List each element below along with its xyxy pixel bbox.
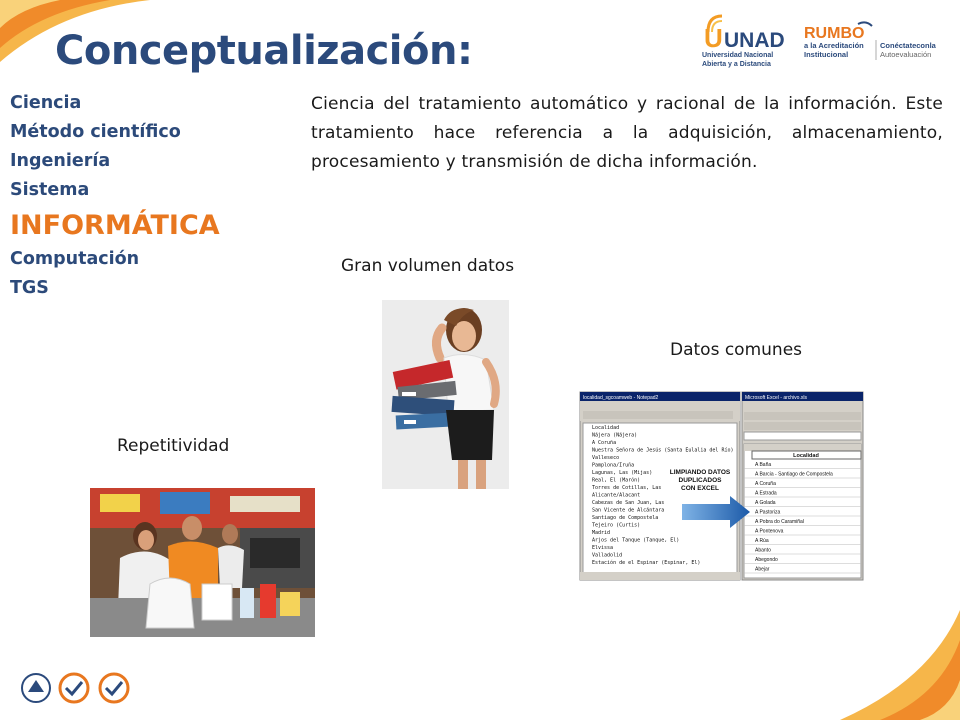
notepad-row: Madrid	[592, 530, 611, 536]
notepad-row: Elvissa	[592, 545, 614, 551]
rumbo-wordmark: RUMBO	[804, 25, 865, 42]
page-title: Conceptualización:	[55, 28, 473, 74]
excel-row: A Barcia - Santiago de Compostela	[755, 471, 833, 478]
notepad-title: localidad_sgcoamweb - Notepad2	[583, 395, 659, 401]
notepad-row: Nuestra Señora de Jesús (Santa Eulalia del Río)	[592, 447, 734, 454]
notepad-row: Lagunas, Las (Mijas)	[592, 470, 653, 476]
excel-row: Abanto	[755, 547, 771, 554]
iso-seal-icon	[22, 674, 50, 702]
notepad-row: Valleseco	[592, 455, 620, 461]
notepad-row: Arjos del Tanque (Tanque, El)	[592, 537, 680, 544]
notepad-row: Valladolid	[592, 552, 623, 559]
excel-row: A Pontenova	[755, 528, 784, 535]
quality-seal-icon-2	[100, 674, 128, 702]
unad-logo	[700, 10, 785, 70]
notepad-row: Real, El (Marón)	[592, 477, 641, 484]
notepad-row: Santiago de Compostela	[592, 515, 659, 521]
caption-repetitividad: Repetitividad	[117, 436, 230, 456]
excel-row: A Baña	[755, 462, 772, 468]
excel-row: Abegondo	[755, 557, 778, 563]
concept-item-ingenieria[interactable]: Ingeniería	[10, 151, 111, 171]
caption-datos-comunes: Datos comunes	[670, 340, 803, 360]
notepad-row: Cabezas de San Juan, Las	[592, 500, 665, 506]
notepad-row: Estación de el Espinar (Espinar, El)	[592, 560, 701, 566]
notepad-row: Tejeiro (Curtis)	[592, 522, 641, 529]
conectate-line-1: Conéctateconla	[880, 41, 936, 50]
notepad-row: Torres de Cotillas, Las	[592, 485, 662, 491]
duplicate-data-screenshot	[580, 392, 863, 580]
notepad-row: Nájera (Nájera)	[592, 432, 638, 439]
rumbo-line-2: Institucional	[804, 50, 849, 59]
rumbo-line-1: a la Acreditación	[804, 41, 864, 50]
unad-line-1: Universidad Nacional	[702, 52, 774, 59]
overlay-line-1: LIMPIANDO DATOS	[669, 469, 731, 476]
concept-item-metodo-cientifico[interactable]: Método científico	[10, 122, 181, 142]
definition-text: Ciencia del tratamiento automático y racional de la información. Este tratamiento hace referencia a la adquisición, almacenamiento, procesamiento y transmisión de dicha información.	[311, 94, 943, 172]
notepad-row: Pamplona/Iruña	[592, 462, 635, 469]
concept-item-computacion[interactable]: Computación	[10, 249, 140, 269]
excel-row: A Pobra do Caramiñal	[755, 519, 804, 525]
excel-row: Abejar	[755, 566, 770, 573]
excel-row: A Rúa	[755, 538, 769, 544]
notepad-row: Localidad	[592, 425, 620, 431]
excel-row: A Estrada	[755, 490, 777, 497]
concept-item-sistema[interactable]: Sistema	[10, 180, 90, 200]
concept-list	[10, 90, 260, 304]
quality-seal-icon	[60, 674, 88, 702]
unad-line-2: Abierta y a Distancia	[702, 61, 771, 68]
woman-folders-photo	[382, 300, 509, 489]
excel-row: A Coruña	[755, 481, 776, 487]
concept-item-tgs[interactable]: TGS	[10, 278, 49, 298]
unad-emblem-icon	[700, 10, 785, 70]
excel-row: A Golada	[755, 500, 776, 506]
unad-wordmark: UNAD	[724, 29, 785, 52]
notepad-row: A Coruña	[592, 440, 617, 446]
caption-gran-volumen: Gran volumen datos	[341, 256, 515, 276]
corner-swoosh-bottom-decoration	[820, 610, 960, 720]
svg-text:U: U	[704, 23, 723, 53]
notepad-row: Alicante/Alacant	[592, 492, 641, 499]
concept-item-informatica[interactable]: INFORMÁTICA	[10, 210, 220, 241]
notepad-row: San Vicente de Alcántara	[592, 507, 665, 514]
overlay-line-3: CON EXCEL	[681, 485, 719, 492]
overlay-line-2: DUPLICADOS	[678, 477, 722, 484]
rumbo-logo	[800, 18, 952, 66]
supermarket-checkout-photo	[90, 488, 315, 637]
excel-column-header: Localidad	[793, 453, 819, 459]
excel-row: A Pastoriza	[755, 509, 781, 516]
excel-title: Microsoft Excel - archivo.xls	[745, 395, 807, 401]
certification-seals	[20, 672, 135, 708]
concept-item-ciencia[interactable]: Ciencia	[10, 93, 82, 113]
conectate-line-2: Autoevaluación	[880, 50, 932, 59]
